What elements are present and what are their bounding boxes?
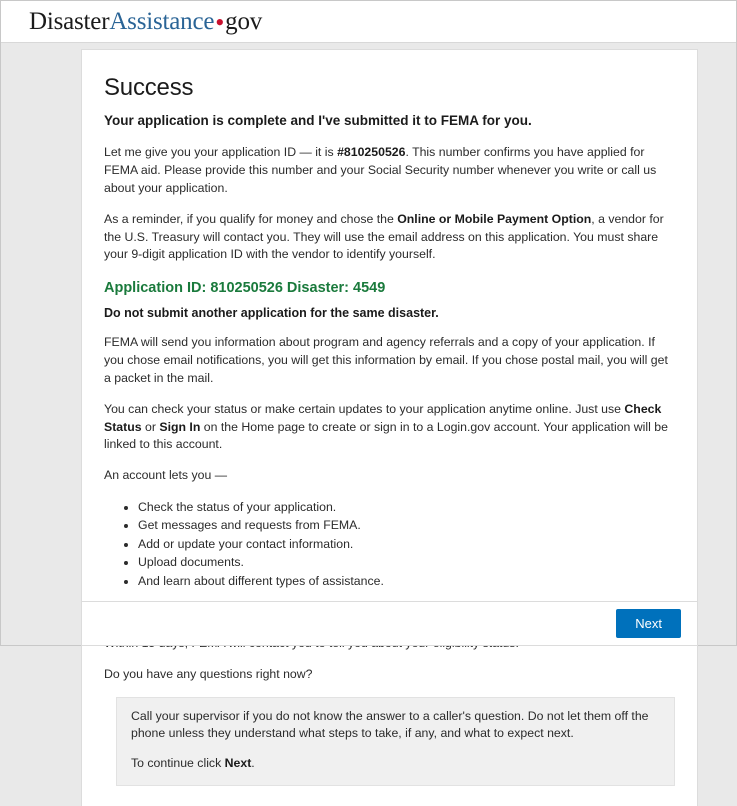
paragraph-4-pre: You can check your status or make certain updates to your application anytime online. Just use — [104, 401, 625, 416]
note-continue-post: . — [251, 756, 255, 771]
account-benefits-list — [104, 498, 675, 590]
next-button[interactable]: Next — [616, 609, 681, 638]
paragraph-1-bold: #810250526 — [337, 145, 406, 160]
logo-text-gov: gov — [225, 7, 263, 35]
agent-note-box — [116, 697, 675, 786]
content-card — [81, 49, 698, 806]
page-subtitle: Your application is complete and I've submitted it to FEMA for you. — [104, 113, 532, 128]
paragraph-2-post: , a vendor for the U.S. Treasury will contact you. They will use the email address on this application. You must share your 9-digit application ID with the vendor to identify yourself. — [104, 211, 664, 262]
paragraph-1-post: . This number confirms you have applied for FEMA aid. Please provide this number and your Social Security number whenever you write or call us about your application. — [104, 145, 657, 195]
logo-dot-icon: • — [215, 7, 225, 37]
application-id-badge: Application ID: 810250526 Disaster: 4549 — [104, 280, 386, 297]
paragraph-2-bold: Online or Mobile Payment Option — [397, 211, 592, 226]
paragraph-1-pre: Let me give you your application ID — it is — [104, 145, 338, 160]
footer-bar — [81, 601, 698, 646]
questions-prompt: Do you have any questions right now? — [104, 666, 313, 681]
list-item: • Check the status of your application. — [138, 498, 675, 516]
list-item: • Add or update your contact information. — [138, 535, 675, 553]
paragraph-4-post: on the Home page to create or sign in to a Login.gov account. Your application will be linked to this account. — [104, 419, 668, 452]
logo-text-assistance: Assistance — [109, 7, 215, 35]
check-status-label: Check Status — [104, 401, 662, 434]
left-gutter — [1, 44, 81, 645]
duplicate-application-warning: Do not submit another application for the same disaster. — [104, 306, 439, 321]
page-title: Success — [104, 74, 194, 101]
note-next-label: Next — [224, 756, 252, 771]
paragraph-payment-option — [104, 211, 675, 264]
paragraph-application-id — [104, 144, 675, 197]
agent-note-continue — [131, 755, 660, 773]
account-benefits-intro: An account lets you — — [104, 468, 228, 483]
paragraph-2-pre: As a reminder, if you qualify for money and chose the — [104, 211, 398, 226]
paragraph-notifications: FEMA will send you information about program and agency referrals and a copy of your application. If you chose email notifications, you will get this information by email. If you chose postal mail, you will get a packet in the mail. — [104, 335, 668, 385]
site-header — [1, 1, 736, 43]
logo-text-disaster: Disaster — [29, 7, 110, 35]
agent-note-text: Call your supervisor if you do not know the answer to a caller's question. Do not let them off the phone unless they understand what steps to take, if any, and what to expect next. — [131, 708, 649, 741]
note-continue-pre: To continue click — [131, 756, 225, 771]
list-item: • And learn about different types of assistance. — [138, 572, 675, 590]
list-item: • Upload documents. — [138, 553, 675, 571]
paragraph-check-status — [104, 401, 675, 454]
paragraph-4-mid: or — [141, 419, 160, 434]
sign-in-label: Sign In — [159, 419, 201, 434]
site-logo[interactable] — [29, 8, 262, 36]
list-item: • Get messages and requests from FEMA. — [138, 516, 675, 534]
